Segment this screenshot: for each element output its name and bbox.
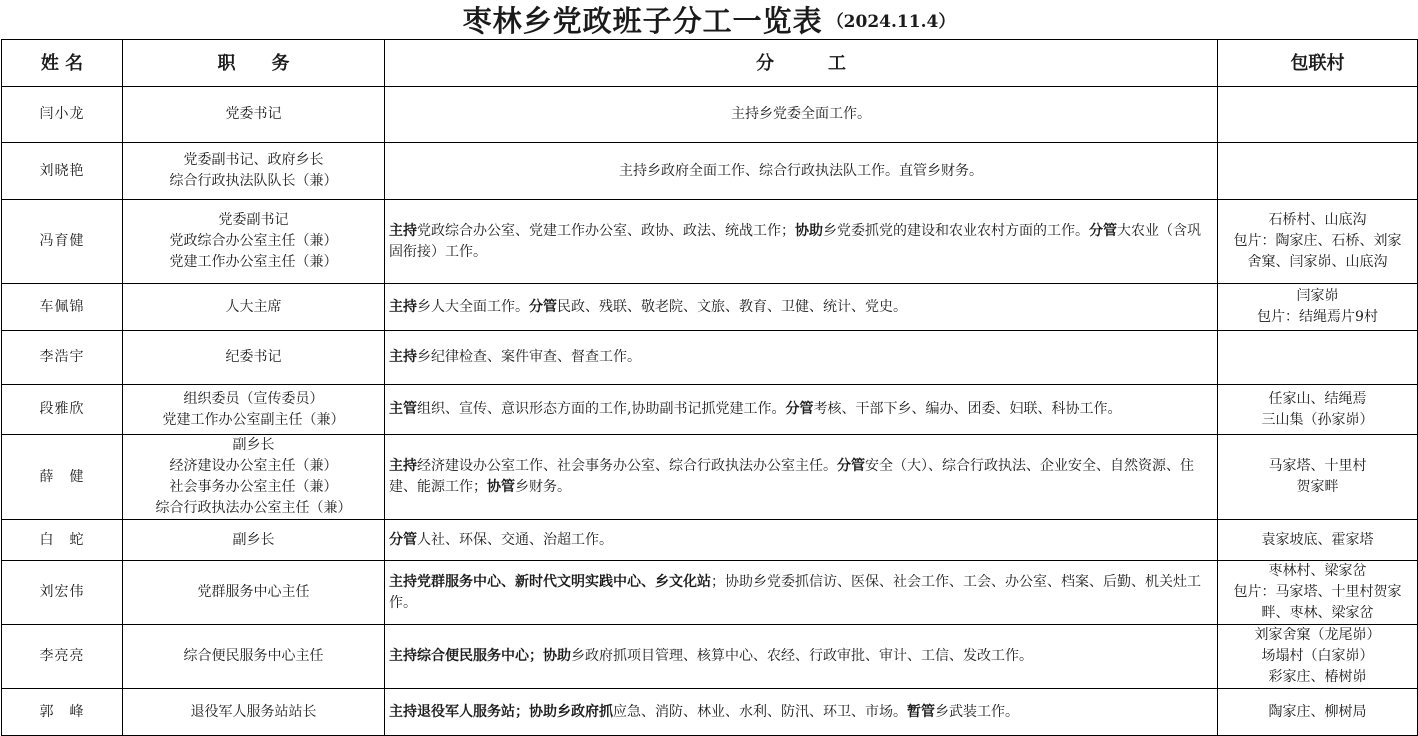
table-body bbox=[2, 87, 1418, 736]
village-line: 包片：结绳焉片9村 bbox=[1257, 309, 1378, 325]
duty-keyword: 主持 bbox=[389, 298, 417, 315]
table-row bbox=[2, 689, 1418, 736]
cell-villages bbox=[1218, 625, 1418, 689]
position-line: 综合行政执法队队长（兼） bbox=[169, 173, 338, 189]
cell-duty bbox=[385, 284, 1218, 331]
duty-text: 大农业（含巩固衔接）工作。 bbox=[389, 222, 1201, 260]
position-line: 社会事务办公室主任（兼） bbox=[169, 479, 338, 495]
cell-name: 闫小龙 bbox=[2, 87, 123, 143]
position-line: 综合便民服务中心主任 bbox=[183, 648, 324, 664]
table-row bbox=[2, 143, 1418, 200]
position-line: 退役军人服务站站长 bbox=[190, 703, 317, 720]
header-villages: 包联村 bbox=[1218, 40, 1418, 87]
cell-position bbox=[123, 435, 385, 520]
cell-position bbox=[123, 625, 385, 689]
table-row bbox=[2, 284, 1418, 331]
table-row bbox=[2, 200, 1418, 284]
duty-keyword: 主持党群服务中心、新时代文明实践中心、乡文化站 bbox=[389, 573, 711, 590]
cell-villages bbox=[1218, 200, 1418, 284]
cell-duty bbox=[385, 520, 1218, 561]
duty-keyword: 协管 bbox=[487, 479, 515, 495]
position-line: 党建工作办公室副主任（兼） bbox=[162, 411, 345, 428]
duty-text: 经济建设办公室工作、社会事务办公室、综合行政执法办公室主任。 bbox=[417, 458, 837, 474]
duty-keyword: 暂管 bbox=[907, 703, 935, 720]
position-line: 党政综合办公室主任（兼） bbox=[169, 233, 338, 249]
position-line: 组织委员（宣传委员） bbox=[183, 390, 324, 407]
cell-villages bbox=[1218, 385, 1418, 435]
village-line: 石桥村、山底沟 bbox=[1268, 212, 1367, 228]
division-table bbox=[1, 39, 1418, 736]
header-name: 姓 名 bbox=[2, 40, 123, 87]
village-line: 三山集（孙家峁） bbox=[1261, 411, 1374, 428]
duty-keyword: 分管 bbox=[529, 298, 557, 315]
cell-villages bbox=[1218, 143, 1418, 200]
cell-name: 李浩宇 bbox=[2, 331, 123, 385]
village-line: 贺家畔 bbox=[1296, 479, 1339, 495]
cell-villages bbox=[1218, 561, 1418, 625]
cell-position bbox=[123, 284, 385, 331]
position-line: 党委副书记 bbox=[218, 212, 289, 228]
cell-duty bbox=[385, 87, 1218, 143]
cell-villages bbox=[1218, 331, 1418, 385]
duty-text: 党政综合办公室、党建工作办公室、政协、政法、统战工作； bbox=[417, 222, 795, 239]
header-position: 职 务 bbox=[123, 40, 385, 87]
cell-name: 刘晓艳 bbox=[2, 143, 123, 200]
table-row bbox=[2, 435, 1418, 520]
cell-villages bbox=[1218, 689, 1418, 736]
position-line: 人大主席 bbox=[225, 298, 282, 315]
cell-name: 段雅欣 bbox=[2, 385, 123, 435]
position-line: 副乡长 bbox=[232, 437, 275, 453]
village-line: 刘家舍窠（龙尾峁） bbox=[1254, 627, 1381, 643]
cell-duty bbox=[385, 689, 1218, 736]
duty-text: 乡武装工作。 bbox=[935, 703, 1019, 720]
cell-position bbox=[123, 331, 385, 385]
duty-text: 应急、消防、林业、水利、防汛、环卫、市场。 bbox=[613, 703, 907, 720]
cell-position bbox=[123, 200, 385, 284]
duty-text: ；协助乡党委抓信访、医保、社会工作、工会、办公室、档案、后勤、机关灶工作。 bbox=[389, 573, 1201, 611]
table-row bbox=[2, 87, 1418, 143]
village-line: 陶家庄、柳树局 bbox=[1268, 703, 1367, 720]
cell-name: 刘宏伟 bbox=[2, 561, 123, 625]
header-duty: 分 工 bbox=[385, 40, 1218, 87]
page-date: （2024.11.4） bbox=[826, 12, 956, 32]
table-row bbox=[2, 331, 1418, 385]
village-line: 包片：陶家庄、石桥、刘家 bbox=[1233, 233, 1402, 249]
cell-position bbox=[123, 520, 385, 561]
duty-text: 主持乡政府全面工作、综合行政执法队工作。直管乡财务。 bbox=[619, 162, 983, 179]
village-line: 畔、枣林、梁家岔 bbox=[1261, 605, 1374, 621]
village-line: 舍窠、闫家峁、山底沟 bbox=[1247, 254, 1388, 270]
village-line: 袁家坡底、霍家塔 bbox=[1261, 531, 1374, 548]
duty-text: 主持乡党委全面工作。 bbox=[731, 106, 871, 122]
cell-name: 白 蛇 bbox=[2, 520, 123, 561]
duty-keyword: 分管 bbox=[1089, 222, 1117, 239]
cell-name: 郭 峰 bbox=[2, 689, 123, 736]
header-row bbox=[2, 40, 1418, 87]
duty-keyword: 分管 bbox=[389, 531, 417, 548]
duty-text: 乡政府抓项目管理、核算中心、农经、行政审批、审计、工信、发改工作。 bbox=[571, 648, 1033, 664]
position-line: 党建工作办公室主任（兼） bbox=[169, 254, 338, 270]
cell-duty bbox=[385, 143, 1218, 200]
cell-villages bbox=[1218, 284, 1418, 331]
village-line: 彩家庄、椿树峁 bbox=[1268, 669, 1367, 685]
cell-villages bbox=[1218, 520, 1418, 561]
cell-name: 冯育健 bbox=[2, 200, 123, 284]
duty-keyword: 主管 bbox=[389, 401, 417, 417]
page-title: 枣林乡党政班子分工一览表 bbox=[462, 4, 823, 38]
village-line: 马家塔、十里村 bbox=[1268, 458, 1367, 474]
cell-name: 车佩锦 bbox=[2, 284, 123, 331]
position-line: 纪委书记 bbox=[225, 349, 282, 365]
village-line: 场塌村（白家峁） bbox=[1261, 648, 1374, 664]
cell-villages bbox=[1218, 87, 1418, 143]
duty-text: 乡财务。 bbox=[515, 479, 571, 495]
position-line: 党群服务中心主任 bbox=[197, 584, 310, 600]
table-row bbox=[2, 561, 1418, 625]
duty-keyword: 分管 bbox=[837, 458, 865, 474]
cell-duty bbox=[385, 385, 1218, 435]
cell-duty bbox=[385, 561, 1218, 625]
duty-text: 乡纪律检查、案件审查、督查工作。 bbox=[417, 349, 641, 365]
position-line: 党委书记 bbox=[225, 106, 282, 122]
table-row bbox=[2, 385, 1418, 435]
village-line: 闫家峁 bbox=[1296, 288, 1339, 304]
position-line: 党委副书记、政府乡长 bbox=[183, 152, 324, 168]
cell-position bbox=[123, 689, 385, 736]
village-line: 任家山、结绳焉 bbox=[1268, 390, 1367, 407]
position-line: 副乡长 bbox=[232, 531, 275, 548]
position-line: 经济建设办公室主任（兼） bbox=[169, 458, 338, 474]
table-row bbox=[2, 520, 1418, 561]
duty-keyword: 分管 bbox=[785, 401, 814, 417]
duty-text: 人社、环保、交通、治超工作。 bbox=[417, 531, 613, 548]
duty-text: 乡党委抓党的建设和农业农村方面的工作。 bbox=[823, 222, 1089, 239]
duty-text: 民政、残联、敬老院、文旅、教育、卫健、统计、党史。 bbox=[557, 298, 907, 315]
cell-villages bbox=[1218, 435, 1418, 520]
cell-duty bbox=[385, 200, 1218, 284]
duty-keyword: 协助 bbox=[795, 222, 823, 239]
cell-name: 薛 健 bbox=[2, 435, 123, 520]
duty-keyword: 主持退役军人服务站；协助乡政府抓 bbox=[389, 703, 613, 720]
duty-text: 乡人大全面工作。 bbox=[417, 298, 529, 315]
cell-position bbox=[123, 87, 385, 143]
position-line: 综合行政执法办公室主任（兼） bbox=[155, 500, 352, 516]
title-bar bbox=[0, 0, 1418, 39]
cell-position bbox=[123, 143, 385, 200]
cell-position bbox=[123, 385, 385, 435]
village-line: 包片：马家塔、十里村贺家 bbox=[1233, 584, 1402, 600]
cell-duty bbox=[385, 435, 1218, 520]
duty-keyword: 主持综合便民服务中心；协助 bbox=[389, 648, 571, 664]
duty-keyword: 主持 bbox=[389, 458, 417, 474]
duty-keyword: 主持 bbox=[389, 222, 417, 239]
table-row bbox=[2, 625, 1418, 689]
cell-duty bbox=[385, 331, 1218, 385]
cell-position bbox=[123, 561, 385, 625]
village-line: 枣林村、梁家岔 bbox=[1268, 563, 1367, 579]
duty-text: 安全（大）、综合行政执法、企业安全、自然资源、住建、能源工作； bbox=[389, 458, 1194, 495]
cell-name: 李亮亮 bbox=[2, 625, 123, 689]
duty-keyword: 主持 bbox=[389, 349, 417, 365]
cell-duty bbox=[385, 625, 1218, 689]
duty-text: 组织、宣传、意识形态方面的工作,协助副书记抓党建工作。 bbox=[417, 401, 786, 417]
duty-text: 考核、干部下乡、编办、团委、妇联、科协工作。 bbox=[813, 401, 1122, 417]
